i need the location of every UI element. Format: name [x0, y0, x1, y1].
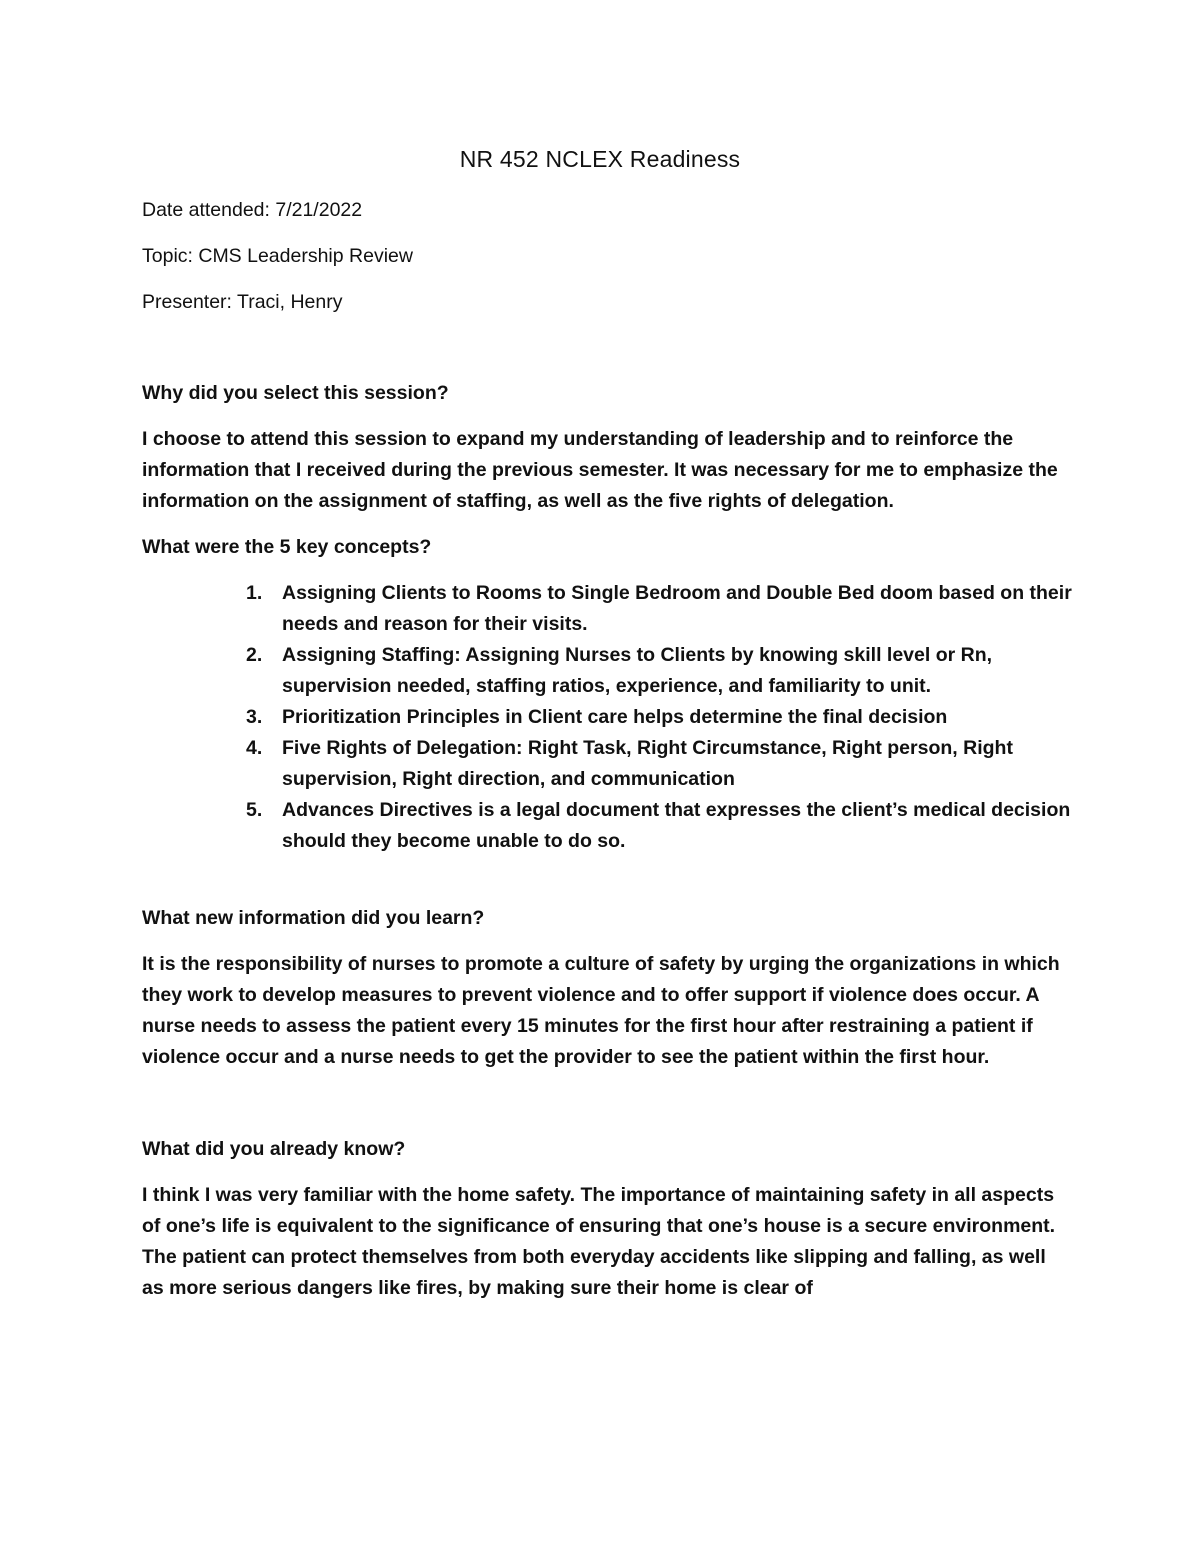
list-item	[142, 578, 1072, 640]
list-item	[142, 795, 1072, 857]
concepts-list	[142, 578, 1072, 857]
document-title: NR 452 NCLEX Readiness	[459, 146, 741, 172]
list-item-number: 5.	[246, 799, 263, 821]
list-item	[142, 702, 1072, 733]
why-heading: Why did you select this session?	[142, 382, 449, 404]
list-item-number: 2.	[246, 644, 263, 666]
presenter: Presenter: Traci, Henry	[142, 291, 343, 313]
list-item	[142, 640, 1072, 702]
document-body	[142, 195, 1072, 1319]
new-info-heading: What new information did you learn?	[142, 907, 485, 929]
concepts-heading: What were the 5 key concepts?	[142, 536, 432, 558]
list-item-text: Five Rights of Delegation: Right Task, Right Circumstance, Right person, Right supervision, Right direction, and communication	[282, 737, 1013, 790]
spacer	[142, 1088, 1072, 1134]
spacer	[142, 857, 1072, 903]
list-item-text: Assigning Staffing: Assigning Nurses to Clients by knowing skill level or Rn, supervision needed, staffing ratios, experience, and familiarity to unit.	[282, 644, 993, 697]
list-item-number: 4.	[246, 737, 263, 759]
already-know-body: I think I was very familiar with the home safety. The importance of maintaining safety in all aspects of one’s life is equivalent to the significance of ensuring that one’s house is a secure environment. The patient can protect themselves from both everyday accidents like slipping and falling, as well as more serious dangers like fires, by making sure their home is clear of	[142, 1184, 1056, 1299]
list-item-text: Prioritization Principles in Client care helps determine the final decision	[282, 706, 948, 728]
already-know-heading: What did you already know?	[142, 1138, 406, 1160]
list-item-number: 3.	[246, 706, 263, 728]
spacer	[142, 333, 1072, 378]
list-item-text: Assigning Clients to Rooms to Single Bedroom and Double Bed doom based on their needs and reason for their visits.	[282, 582, 1072, 635]
list-item-text: Advances Directives is a legal document that expresses the client’s medical decision should they become unable to do so.	[282, 799, 1071, 852]
why-body: I choose to attend this session to expand my understanding of leadership and to reinforce the information that I received during the previous semester. It was necessary for me to emphasize the information on the assignment of staffing, as well as the five rights of delegation.	[142, 428, 1058, 512]
topic: Topic: CMS Leadership Review	[142, 245, 413, 267]
list-item	[142, 733, 1072, 795]
new-info-body: It is the responsibility of nurses to promote a culture of safety by urging the organizations in which they work to develop measures to prevent violence and to offer support if violence does occur. A nurse needs to assess the patient every 15 minutes for the first hour after restraining a patient if violence occur and a nurse needs to get the provider to see the patient within the first hour.	[142, 953, 1060, 1068]
date-attended: Date attended: 7/21/2022	[142, 199, 363, 221]
list-item-number: 1.	[246, 582, 263, 604]
